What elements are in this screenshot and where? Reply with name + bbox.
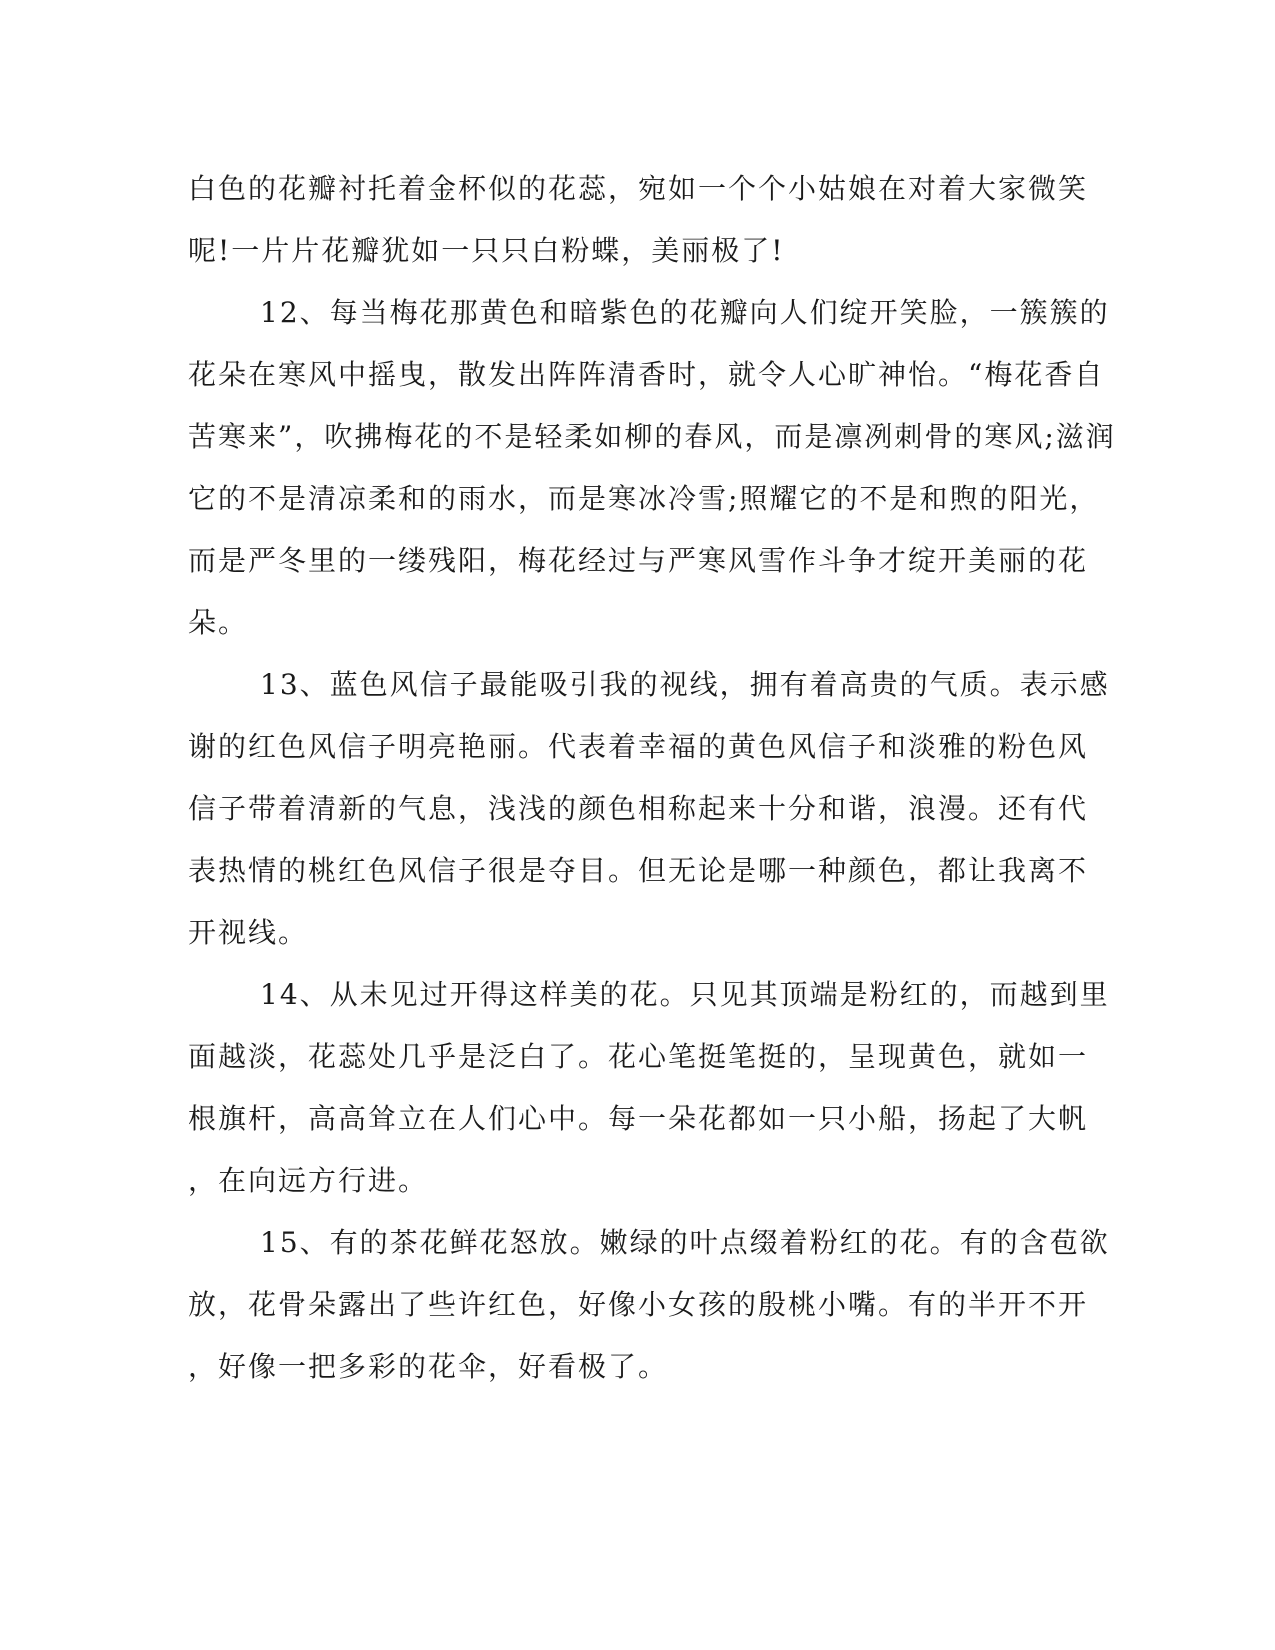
text-line: 放，花骨朵露出了些许红色，好像小女孩的殷桃小嘴。有的半开不开 (188, 1288, 1089, 1321)
paragraph-intro (188, 158, 1088, 282)
text-line: 15、有的茶花鲜花怒放。嫩绿的叶点缀着粉红的花。有的含苞欲 (260, 1226, 1110, 1259)
text-line: 苦寒来”，吹拂梅花的不是轻柔如柳的春风，而是凛冽刺骨的寒风;滋润 (188, 420, 1116, 453)
text-line: ，在向远方行进。 (188, 1164, 429, 1197)
text-line: 而是严冬里的一缕残阳，梅花经过与严寒风雪作斗争才绽开美丽的花 (188, 544, 1089, 577)
text-line: 谢的红色风信子明亮艳丽。代表着幸福的黄色风信子和淡雅的粉色风 (188, 730, 1089, 763)
text-line: 它的不是清凉柔和的雨水，而是寒冰冷雪;照耀它的不是和煦的阳光， (188, 482, 1100, 515)
text-line: 信子带着清新的气息，浅浅的颜色相称起来十分和谐，浪漫。还有代 (188, 792, 1089, 825)
text-line: 开视线。 (188, 916, 309, 949)
text-line: 根旗杆，高高耸立在人们心中。每一朵花都如一只小船，扬起了大帆 (188, 1102, 1089, 1135)
text-line: 13、蓝色风信子最能吸引我的视线，拥有着高贵的气质。表示感 (260, 668, 1110, 701)
text-line: 呢!一片片花瓣犹如一只只白粉蝶，美丽极了! (188, 234, 785, 267)
text-line: 白色的花瓣衬托着金杯似的花蕊，宛如一个个小姑娘在对着大家微笑 (188, 172, 1089, 205)
text-line: 花朵在寒风中摇曳，散发出阵阵清香时，就令人心旷神怡。“梅花香自 (188, 358, 1105, 391)
text-line: ，好像一把多彩的花伞，好看极了。 (188, 1350, 669, 1383)
text-line: 朵。 (188, 606, 249, 639)
text-line: 14、从未见过开得这样美的花。只见其顶端是粉红的，而越到里 (260, 978, 1110, 1011)
document-body (188, 158, 1116, 1398)
paragraph-13 (188, 654, 1110, 964)
paragraph-12 (188, 282, 1116, 654)
paragraph-14 (188, 964, 1110, 1212)
text-line: 12、每当梅花那黄色和暗紫色的花瓣向人们绽开笑脸，一簇簇的 (260, 296, 1110, 329)
text-line: 面越淡，花蕊处几乎是泛白了。花心笔挺笔挺的，呈现黄色，就如一 (188, 1040, 1089, 1073)
text-line: 表热情的桃红色风信子很是夺目。但无论是哪一种颜色，都让我离不 (188, 854, 1089, 887)
paragraph-15 (188, 1212, 1110, 1398)
